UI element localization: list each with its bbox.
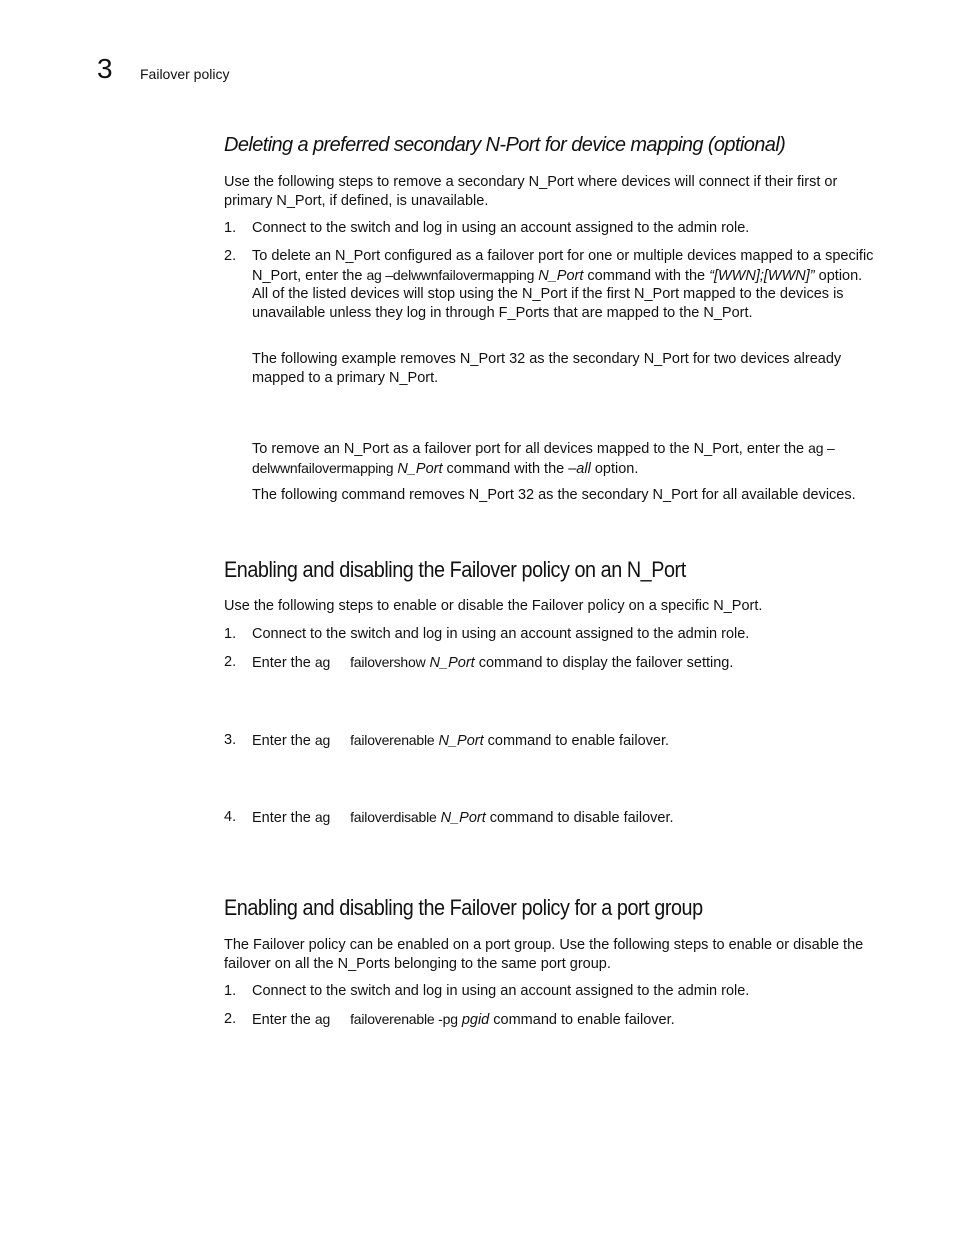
command-name: ag –delwwnfailovermapping <box>252 440 835 476</box>
command-name: failoverenable <box>350 732 435 748</box>
list-item <box>224 808 874 828</box>
text-run: option. All of the listed devices will stop using the N_Port if the first N_Port mapped to the devices is unavailable unless they log in through F_Ports that are mapped to the N_Port. <box>252 267 863 321</box>
list-number: 4. <box>224 809 237 825</box>
text-run: Enter the <box>252 655 315 671</box>
text-run: command with the <box>442 460 569 477</box>
command-option: “[WWN];[WWN]” <box>709 267 815 284</box>
list-number: 2. <box>224 1011 237 1027</box>
command-name: failovershow <box>350 654 426 670</box>
list-item <box>224 219 874 238</box>
command-argument: N_Port <box>397 460 443 477</box>
list-item <box>224 247 874 322</box>
text-run: To delete an N_Port configured as a failover port for one or multiple devices mapped to a specific N_Port, enter the <box>252 248 874 284</box>
text-run: Enter the <box>252 733 315 749</box>
list-item-text <box>252 808 874 828</box>
list-item <box>224 653 874 673</box>
section-heading-delete-secondary: Deleting a preferred secondary N-Port for device mapping (optional) <box>224 134 786 156</box>
command-argument: N_Port <box>429 655 475 671</box>
command-argument: N_Port <box>440 810 486 826</box>
text-run: command to display the failover setting. <box>474 655 734 671</box>
paragraph-remove-all <box>252 439 874 478</box>
list-item <box>224 625 874 644</box>
list-item-text: Connect to the switch and log in using an account assigned to the admin role. <box>252 626 750 642</box>
list-item <box>224 982 874 1001</box>
command-name: failoverenable -pg <box>350 1011 458 1027</box>
list-item-text: Connect to the switch and log in using an account assigned to the admin role. <box>252 220 750 236</box>
section-heading-nport: Enabling and disabling the Failover policy on an N_Port <box>224 557 686 582</box>
list-number: 1. <box>224 220 237 236</box>
list-item-text <box>252 653 874 673</box>
command-name: ag –delwwnfailovermapping <box>366 266 535 283</box>
paragraph-pg-intro: The Failover policy can be enabled on a port group. Use the following steps to enable or disable the failover on all the N_Ports belonging to the same port group. <box>224 937 864 972</box>
chapter-number: 3 <box>97 53 113 84</box>
list-item <box>224 731 874 751</box>
text-run: command to enable failover. <box>483 733 670 749</box>
text-run: Enter the <box>252 810 315 826</box>
section-heading-port-group: Enabling and disabling the Failover policy for a port group <box>224 895 703 920</box>
command-name: ag <box>314 732 331 748</box>
paragraph-nport-intro: Use the following steps to enable or disable the Failover policy on a specific N_Port. <box>224 598 763 614</box>
command-argument: pgid <box>461 1012 490 1028</box>
paragraph-delete-intro: Use the following steps to remove a secondary N_Port where devices will connect if their first or primary N_Port, if defined, is unavailable. <box>224 174 838 209</box>
paragraph-example-note: The following example removes N_Port 32 as the secondary N_Port for two devices already mapped to a primary N_Port. <box>252 351 842 386</box>
text-run: To remove an N_Port as a failover port for all devices mapped to the N_Port, enter the <box>252 441 809 457</box>
command-argument: N_Port <box>438 733 484 749</box>
list-item-text <box>252 247 874 322</box>
paragraph-all-note: The following command removes N_Port 32 as the secondary N_Port for all available devices. <box>252 487 856 503</box>
command-option: –all <box>568 460 591 477</box>
list-number: 3. <box>224 732 237 748</box>
command-name: failoverdisable <box>350 809 437 825</box>
running-title: Failover policy <box>140 66 230 82</box>
text-run: command to disable failover. <box>485 810 674 826</box>
list-number: 1. <box>224 983 237 999</box>
text-run: command with the <box>583 267 710 284</box>
list-number: 2. <box>224 248 237 264</box>
command-argument: N_Port <box>538 267 584 284</box>
list-item-text <box>252 1010 874 1030</box>
text-run: command to enable failover. <box>489 1012 675 1028</box>
list-item-text <box>252 731 874 751</box>
list-number: 1. <box>224 626 237 642</box>
list-item <box>224 1010 874 1030</box>
list-number: 2. <box>224 654 237 670</box>
command-name: ag <box>314 809 331 825</box>
text-run: option. <box>590 460 639 477</box>
list-item-text: Connect to the switch and log in using an account assigned to the admin role. <box>252 983 750 999</box>
command-name: ag <box>314 1011 331 1027</box>
command-name: ag <box>314 654 331 670</box>
text-run: Enter the <box>252 1012 315 1028</box>
